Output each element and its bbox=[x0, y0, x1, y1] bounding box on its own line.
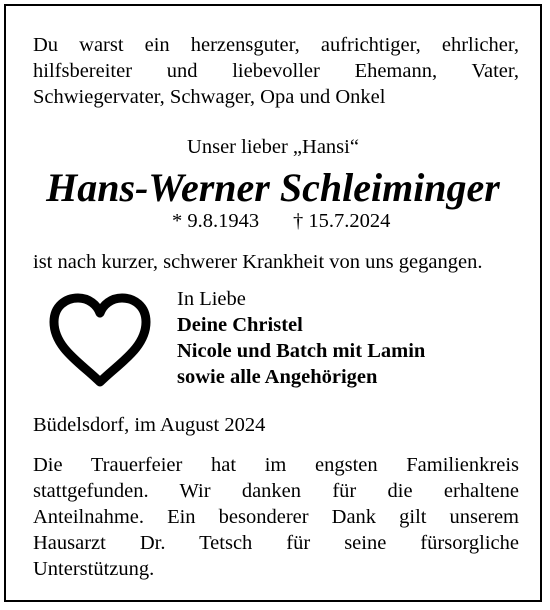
nickname-line: Unser lieber „Hansi“ bbox=[187, 136, 359, 158]
closing-line: Unterstützung. bbox=[33, 558, 155, 580]
place-date: Büdelsdorf, im August 2024 bbox=[33, 414, 266, 436]
birth-date: * 9.8.1943 bbox=[172, 210, 260, 232]
death-date: † 15.7.2024 bbox=[293, 210, 391, 232]
mourner-name: Nicole und Batch mit Lamin bbox=[177, 340, 426, 362]
closing-line: Anteilnahme. Ein besonderer Dank gilt unserem bbox=[33, 506, 519, 528]
in-love-label: In Liebe bbox=[177, 288, 246, 310]
intro-paragraph bbox=[33, 32, 519, 110]
passing-statement: ist nach kurzer, schwerer Krankheit von uns gegangen. bbox=[33, 251, 483, 273]
closing-line: Hausarzt Dr. Tetsch für seine fürsorgliche bbox=[33, 532, 519, 554]
closing-line: Die Trauerfeier hat im engsten Familienkreis bbox=[33, 454, 519, 476]
heart-icon bbox=[48, 292, 152, 388]
signature-block bbox=[177, 286, 425, 390]
mourner-name: sowie alle Angehörigen bbox=[177, 366, 378, 388]
closing-line: stattgefunden. Wir danken für die erhaltene bbox=[33, 480, 519, 502]
intro-line: hilfsbereiter und liebevoller Ehemann, Vater, bbox=[33, 60, 519, 82]
deceased-name: Hans-Werner Schleiminger bbox=[46, 165, 500, 210]
mourner-name: Deine Christel bbox=[177, 314, 303, 336]
intro-line: Du warst ein herzensguter, aufrichtiger, ehrlicher, bbox=[33, 34, 519, 56]
intro-line: Schwiegervater, Schwager, Opa und Onkel bbox=[33, 86, 386, 108]
closing-paragraph bbox=[33, 452, 519, 582]
obituary-notice bbox=[4, 4, 542, 602]
